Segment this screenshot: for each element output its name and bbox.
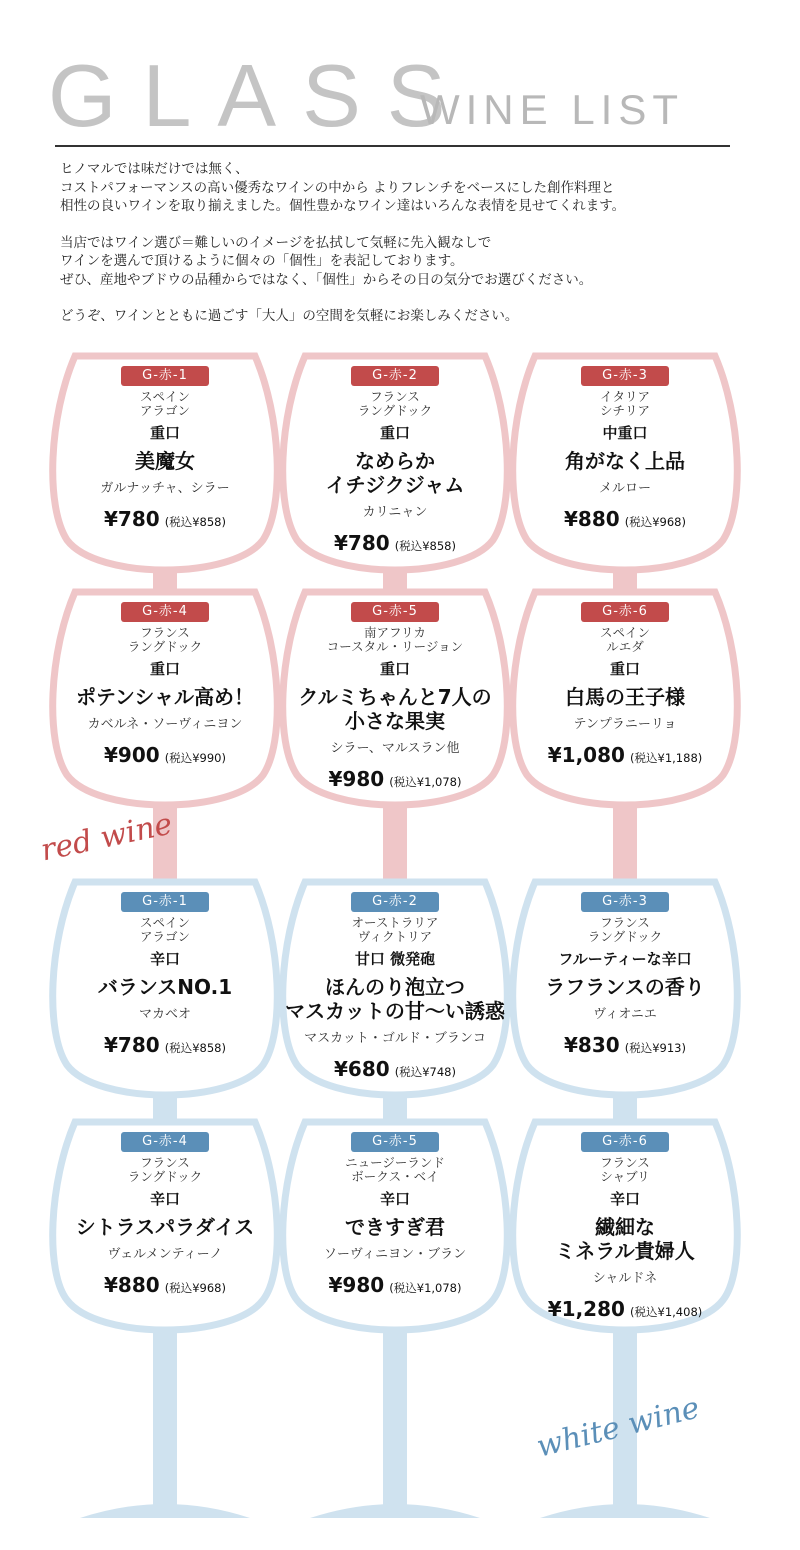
wine-card	[50, 600, 280, 767]
wine-taste: 重口	[379, 424, 410, 442]
wine-price: ¥880	[103, 1273, 160, 1297]
wine-taste: フルーティーな辛口	[558, 950, 692, 968]
wine-code-badge: G-赤-2	[351, 892, 439, 912]
wine-price-block	[510, 507, 740, 531]
wine-card	[280, 1130, 510, 1297]
wine-code-badge: G-赤-6	[581, 1132, 669, 1152]
wine-price: ¥780	[333, 531, 390, 555]
wine-name: 繊細な ミネラル貴婦人	[555, 1215, 695, 1263]
wine-code-badge: G-赤-5	[351, 602, 439, 622]
wine-grape: シャルドネ	[592, 1271, 658, 1286]
wine-country: スペイン	[599, 625, 650, 640]
wine-region: ヴィクトリア	[357, 929, 433, 944]
wine-taste: 辛口	[379, 1190, 410, 1208]
wine-taste: 中重口	[602, 424, 648, 442]
wine-price-tax: (税込¥858)	[164, 1041, 226, 1055]
wine-region: シャブリ	[600, 1169, 650, 1184]
wine-price-tax: (税込¥968)	[624, 515, 686, 529]
wine-taste: 重口	[149, 660, 180, 678]
wine-card	[280, 890, 510, 1081]
wine-region: ラングドック	[127, 639, 203, 654]
intro-line: 当店ではワイン選び＝難しいのイメージを払拭して気軽に先入観なしで	[60, 234, 492, 251]
wine-grape: カリニャン	[362, 505, 428, 520]
wine-price-block	[50, 1033, 280, 1057]
wine-name: シトラスパラダイス	[75, 1215, 255, 1239]
wine-name: ポテンシャル高め！	[75, 685, 255, 709]
wine-grape: マカベオ	[138, 1007, 191, 1022]
red-wine-script-label: red wine	[37, 806, 176, 869]
wine-price: ¥1,080	[547, 743, 625, 767]
wine-price-block	[280, 1057, 510, 1081]
wine-grape: カベルネ・ソーヴィニヨン	[87, 717, 243, 732]
wine-price-tax: (税込¥1,078)	[389, 775, 462, 789]
wine-card	[50, 1130, 280, 1297]
wine-country: フランス	[140, 625, 190, 640]
wine-price-block	[510, 743, 740, 767]
wine-grape: テンプラニーリョ	[573, 717, 677, 732]
glass-foot	[80, 1504, 250, 1518]
title-glass: GLASS	[48, 46, 472, 145]
wine-taste: 辛口	[149, 950, 180, 968]
wine-name: ほんのり泡立つ マスカットの甘〜い誘惑	[285, 975, 505, 1023]
wine-taste: 甘口 微発砲	[354, 950, 436, 968]
wine-price: ¥980	[328, 1273, 385, 1297]
wine-country: フランス	[600, 915, 650, 930]
wine-country: スペイン	[139, 389, 190, 404]
wine-country: オーストラリア	[351, 915, 439, 930]
wine-code-badge: G-赤-5	[351, 1132, 439, 1152]
wine-region: アラゴン	[139, 403, 190, 418]
wine-country: フランス	[370, 389, 420, 404]
wine-country: ニュージーランド	[345, 1155, 445, 1170]
wine-price-block	[280, 1273, 510, 1297]
wine-price-tax: (税込¥990)	[164, 751, 226, 765]
wine-region: ラングドック	[127, 1169, 203, 1184]
wine-grape: マスカット・ゴルド・ブランコ	[304, 1031, 486, 1046]
wine-name: ラフランスの香り	[545, 975, 705, 999]
wine-code-badge: G-赤-1	[121, 366, 209, 386]
wine-name: 白馬の王子様	[565, 685, 685, 709]
wine-code-badge: G-赤-3	[581, 892, 669, 912]
wine-taste: 重口	[149, 424, 180, 442]
wine-price-tax: (税込¥858)	[394, 539, 456, 553]
wine-price: ¥830	[563, 1033, 620, 1057]
wine-name: 角がなく上品	[565, 449, 685, 473]
wine-code-badge: G-赤-4	[121, 602, 209, 622]
wine-card	[50, 890, 280, 1057]
intro-line: ヒノマルでは味だけでは無く、	[60, 161, 249, 177]
wine-card	[510, 1130, 740, 1321]
wine-region: シチリア	[599, 403, 650, 418]
white-wine-script-label: white wine	[533, 1390, 704, 1465]
wine-price-tax: (税込¥748)	[394, 1065, 456, 1079]
wine-code-badge: G-赤-6	[581, 602, 669, 622]
wine-country: フランス	[140, 1155, 190, 1170]
wine-price: ¥680	[333, 1057, 390, 1081]
wine-taste: 辛口	[149, 1190, 180, 1208]
wine-price-block	[280, 531, 510, 555]
wine-region: アラゴン	[139, 929, 190, 944]
intro-line: コストパフォーマンスの高い優秀なワインの中から よりフレンチをベースにした創作料理と	[60, 179, 615, 196]
intro-line: 相性の良いワインを取り揃えました。個性豊かなワイン達はいろんな表情を見せてくれます。	[60, 198, 626, 214]
wine-code-badge: G-赤-4	[121, 1132, 209, 1152]
wine-card	[510, 600, 740, 767]
wine-price-block	[510, 1033, 740, 1057]
intro-line: ぜひ、産地やブドウの品種からではなく、「個性」からその日の気分でお選びください。	[60, 271, 593, 288]
wine-grape: ソーヴィニヨン・ブラン	[323, 1247, 467, 1262]
wine-grape: シラー、マルスラン他	[330, 741, 460, 756]
wine-price-tax: (税込¥1,188)	[630, 751, 703, 765]
wine-price-block	[50, 743, 280, 767]
wine-grape: ヴェルメンティーノ	[107, 1247, 223, 1262]
wine-price-tax: (税込¥858)	[164, 515, 226, 529]
wine-price-block	[50, 507, 280, 531]
wine-price: ¥900	[103, 743, 160, 767]
wine-price-tax: (税込¥1,408)	[630, 1305, 703, 1319]
wine-name: 美魔女	[135, 449, 195, 473]
wine-country: スペイン	[139, 915, 190, 930]
intro-line: ワインを選んで頂けるように個々の「個性」を表記しております。	[60, 253, 464, 269]
intro-line: どうぞ、ワインとともに過ごす「大人」の空間を気軽にお楽しみください。	[60, 308, 519, 324]
wine-taste: 重口	[609, 660, 640, 678]
wine-price-tax: (税込¥1,078)	[389, 1281, 462, 1295]
wine-price: ¥780	[103, 507, 160, 531]
wine-code-badge: G-赤-2	[351, 366, 439, 386]
wine-price-block	[280, 767, 510, 791]
wine-price: ¥1,280	[547, 1297, 625, 1321]
glass-stem	[153, 1320, 177, 1515]
wine-taste: 重口	[379, 660, 410, 678]
wine-name: クルミちゃんと7人の 小さな果実	[298, 685, 492, 733]
wine-price: ¥880	[563, 507, 620, 531]
wine-price-tax: (税込¥968)	[164, 1281, 226, 1295]
wine-country: フランス	[600, 1155, 650, 1170]
wine-name: バランスNO.1	[97, 975, 233, 999]
wine-region: ボークス・ベイ	[351, 1169, 439, 1184]
wine-name: できすぎ君	[345, 1215, 445, 1239]
wine-price-block	[50, 1273, 280, 1297]
wine-region: ルエダ	[606, 639, 644, 654]
wine-grape: メルロー	[598, 481, 651, 496]
glass-foot	[310, 1504, 480, 1518]
wine-grape: ガルナッチャ、シラー	[100, 481, 230, 496]
wine-card	[50, 364, 280, 531]
wine-price-block	[510, 1297, 740, 1321]
wine-card	[280, 600, 510, 791]
title-wine-list: WINE LIST	[420, 86, 685, 133]
wine-card	[280, 364, 510, 555]
wine-price-tax: (税込¥913)	[624, 1041, 686, 1055]
wine-grape: ヴィオニエ	[593, 1007, 657, 1022]
wine-region: ラングドック	[587, 929, 663, 944]
wine-code-badge: G-赤-3	[581, 366, 669, 386]
wine-code-badge: G-赤-1	[121, 892, 209, 912]
glass-foot	[540, 1504, 710, 1518]
wine-region: ラングドック	[357, 403, 433, 418]
glass-stem	[383, 1320, 407, 1515]
wine-region: コースタル・リージョン	[326, 639, 464, 654]
wine-price: ¥980	[328, 767, 385, 791]
wine-name: なめらか イチジクジャム	[325, 449, 465, 497]
wine-taste: 辛口	[609, 1190, 640, 1208]
wine-price: ¥780	[103, 1033, 160, 1057]
wine-card	[510, 364, 740, 531]
wine-country: イタリア	[599, 389, 650, 404]
wine-country: 南アフリカ	[364, 625, 426, 640]
wine-card	[510, 890, 740, 1057]
